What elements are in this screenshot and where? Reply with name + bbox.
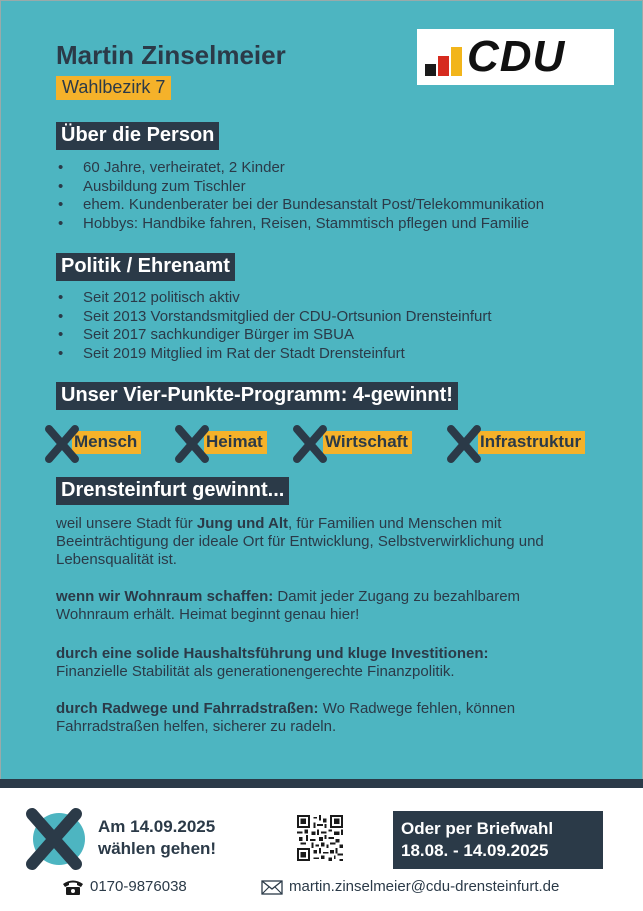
program-point-mensch: Mensch bbox=[72, 431, 141, 454]
politics-list bbox=[56, 289, 492, 363]
list-item: • Ausbildung zum Tischler bbox=[56, 178, 544, 197]
x-cross-icon bbox=[172, 424, 212, 464]
cdu-logo bbox=[417, 29, 614, 85]
paragraph-finances: durch eine solide Haushaltsführung und kluge Investitionen: Finanzielle Stabilität als generationengerechte Finanzpolitik. bbox=[56, 645, 489, 680]
paragraph-cycling: durch Radwege und Fahrradstraßen: Wo Radwege fehlen, können Fahrradstraßen helfen, sicherer zu radeln. bbox=[56, 700, 516, 735]
paragraph-generations: weil unsere Stadt für Jung und Alt, für Familien und Menschen mit Beeinträchtigung der ideale Ort für Entwicklung, Selbstverwirklichung und Lebensqualität ist. bbox=[56, 515, 544, 568]
mail-icon bbox=[261, 880, 283, 895]
logo-text: CDU bbox=[467, 32, 566, 81]
list-item: • ehem. Kundenberater bei der Bundesanstalt Post/Telekommunikation bbox=[56, 196, 544, 215]
program-point-heimat: Heimat bbox=[204, 431, 267, 454]
list-item: • Seit 2017 sachkundiger Bürger im SBUA bbox=[56, 326, 492, 345]
email-address: martin.zinselmeier@cdu-drensteinfurt.de bbox=[289, 878, 560, 895]
list-item: • 60 Jahre, verheiratet, 2 Kinder bbox=[56, 159, 544, 178]
list-item: • Seit 2012 politisch aktiv bbox=[56, 289, 492, 308]
person-list bbox=[56, 159, 544, 233]
list-item: • Hobbys: Handbike fahren, Reisen, Stammtisch pflegen und Familie bbox=[56, 215, 544, 234]
x-cross-icon bbox=[42, 424, 82, 464]
paragraph-housing: wenn wir Wohnraum schaffen: Damit jeder Zugang zu bezahlbarem Wohnraum erhält. Heimat beginnt genau hier! bbox=[56, 588, 521, 623]
list-item: • Seit 2019 Mitglied im Rat der Stadt Drensteinfurt bbox=[56, 345, 492, 364]
phone-icon bbox=[62, 879, 84, 895]
logo-bars-icon bbox=[425, 43, 465, 76]
heading-program: Unser Vier-Punkte-Programm: 4-gewinnt! bbox=[56, 382, 458, 410]
heading-wins: Drensteinfurt gewinnt... bbox=[56, 477, 289, 505]
vote-cross-icon bbox=[22, 806, 88, 872]
email-contact[interactable] bbox=[261, 878, 559, 895]
district-badge: Wahlbezirk 7 bbox=[56, 76, 171, 100]
x-cross-icon bbox=[290, 424, 330, 464]
election-date: Am 14.09.2025 wählen gehen! bbox=[98, 817, 217, 858]
list-item: • Seit 2013 Vorstandsmitglied der CDU-Ortsunion Drensteinfurt bbox=[56, 308, 492, 327]
program-point-infrastruktur: Infrastruktur bbox=[478, 431, 585, 454]
candidate-name: Martin Zinselmeier bbox=[56, 40, 286, 70]
qr-code-icon[interactable] bbox=[297, 815, 343, 861]
phone-number: 0170-9876038 bbox=[90, 878, 187, 895]
x-cross-icon bbox=[444, 424, 484, 464]
footer-divider bbox=[0, 779, 643, 788]
program-point-wirtschaft: Wirtschaft bbox=[323, 431, 412, 454]
postal-vote-box: Oder per Briefwahl 18.08. - 14.09.2025 bbox=[393, 811, 603, 869]
phone-contact[interactable] bbox=[62, 878, 187, 895]
heading-person: Über die Person bbox=[56, 122, 219, 150]
heading-politics: Politik / Ehrenamt bbox=[56, 253, 235, 281]
